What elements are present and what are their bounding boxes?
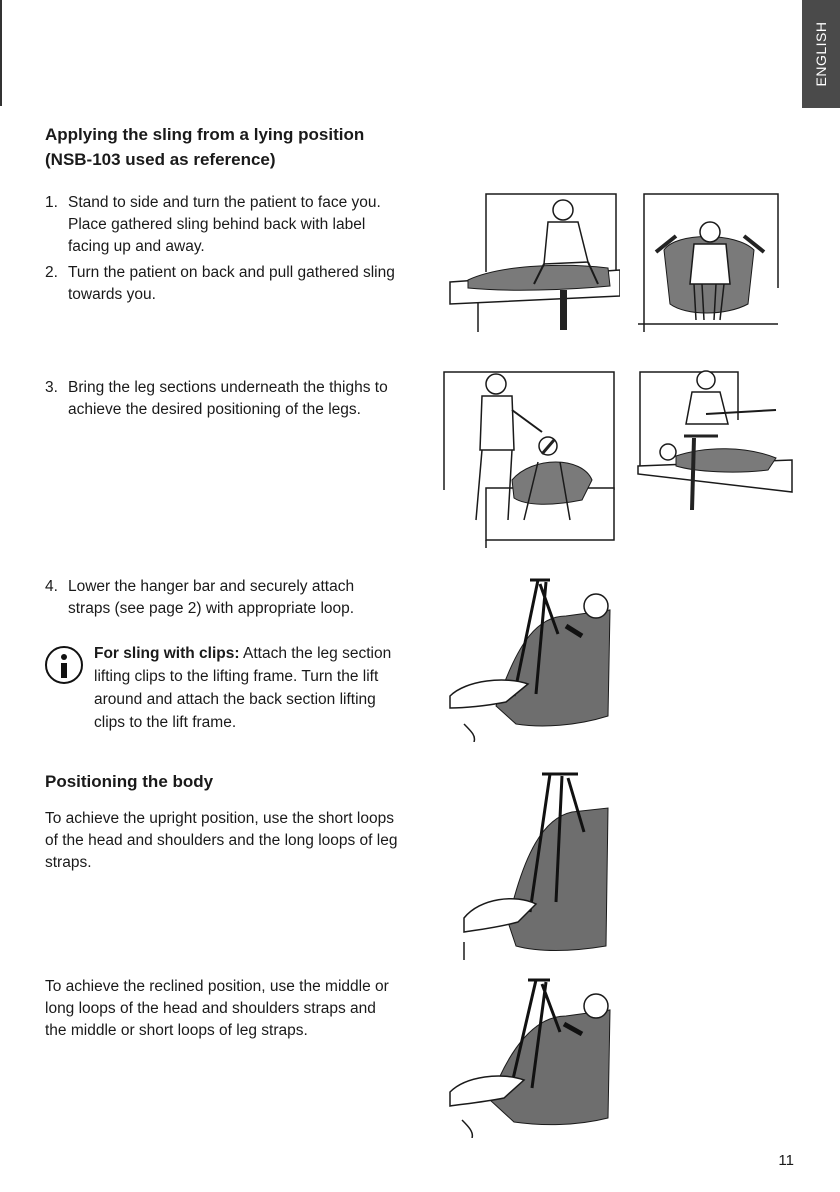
step-text: Bring the leg sections underneath the thighs to achieve the desired positioning of the legs. — [68, 379, 388, 418]
step-number: 2. — [45, 264, 58, 281]
illustration-patient-on-back — [636, 192, 780, 340]
reclined-paragraph: To achieve the reclined position, use the middle or long loops of the head and shoulders straps and the middle or short loops of leg straps. — [45, 978, 389, 1039]
step-item — [45, 377, 395, 421]
page-number: 11 — [778, 1152, 794, 1169]
step-text: Stand to side and turn the patient to face you. Place gathered sling behind back with label facing up and away. — [68, 194, 381, 255]
margin-rule — [0, 0, 2, 106]
illustration-upright-position — [460, 772, 610, 962]
illustration-reclined-position — [446, 976, 618, 1138]
step-item — [45, 262, 395, 306]
step-number: 1. — [45, 194, 58, 211]
language-tab — [802, 0, 840, 108]
upright-paragraph: To achieve the upright position, use the short loops of the head and shoulders and the long loops of leg straps. — [45, 810, 398, 871]
clip-note — [45, 642, 395, 734]
step-item — [45, 576, 395, 620]
illustration-attach-straps — [446, 576, 618, 742]
step-list-4 — [45, 576, 395, 624]
step-number: 4. — [45, 578, 58, 595]
note-body: Attach the leg section lifting clips to the lifting frame. Turn the lift around and attach the back section lifting clips to the lift frame. — [94, 645, 392, 731]
info-icon — [45, 646, 83, 684]
step-list-3 — [45, 377, 395, 425]
step-text: Lower the hanger bar and securely attach straps (see page 2) with appropriate loop. — [68, 578, 355, 617]
heading-line-2: (NSB-103 used as reference) — [45, 150, 276, 169]
illustration-leg-sections-side — [636, 370, 796, 512]
note-text — [94, 642, 395, 734]
section-heading — [45, 122, 405, 172]
heading-line-1: Applying the sling from a lying position — [45, 125, 365, 144]
step-list-1-2 — [45, 192, 395, 310]
language-label: ENGLISH — [813, 21, 829, 87]
step-number: 3. — [45, 379, 58, 396]
illustration-turn-patient-side — [448, 192, 620, 334]
note-label: For sling with clips: — [94, 645, 240, 662]
illustration-leg-sections-front — [442, 370, 618, 550]
step-item — [45, 192, 395, 258]
step-text: Turn the patient on back and pull gathered sling towards you. — [68, 264, 395, 303]
positioning-heading: Positioning the body — [45, 772, 214, 791]
